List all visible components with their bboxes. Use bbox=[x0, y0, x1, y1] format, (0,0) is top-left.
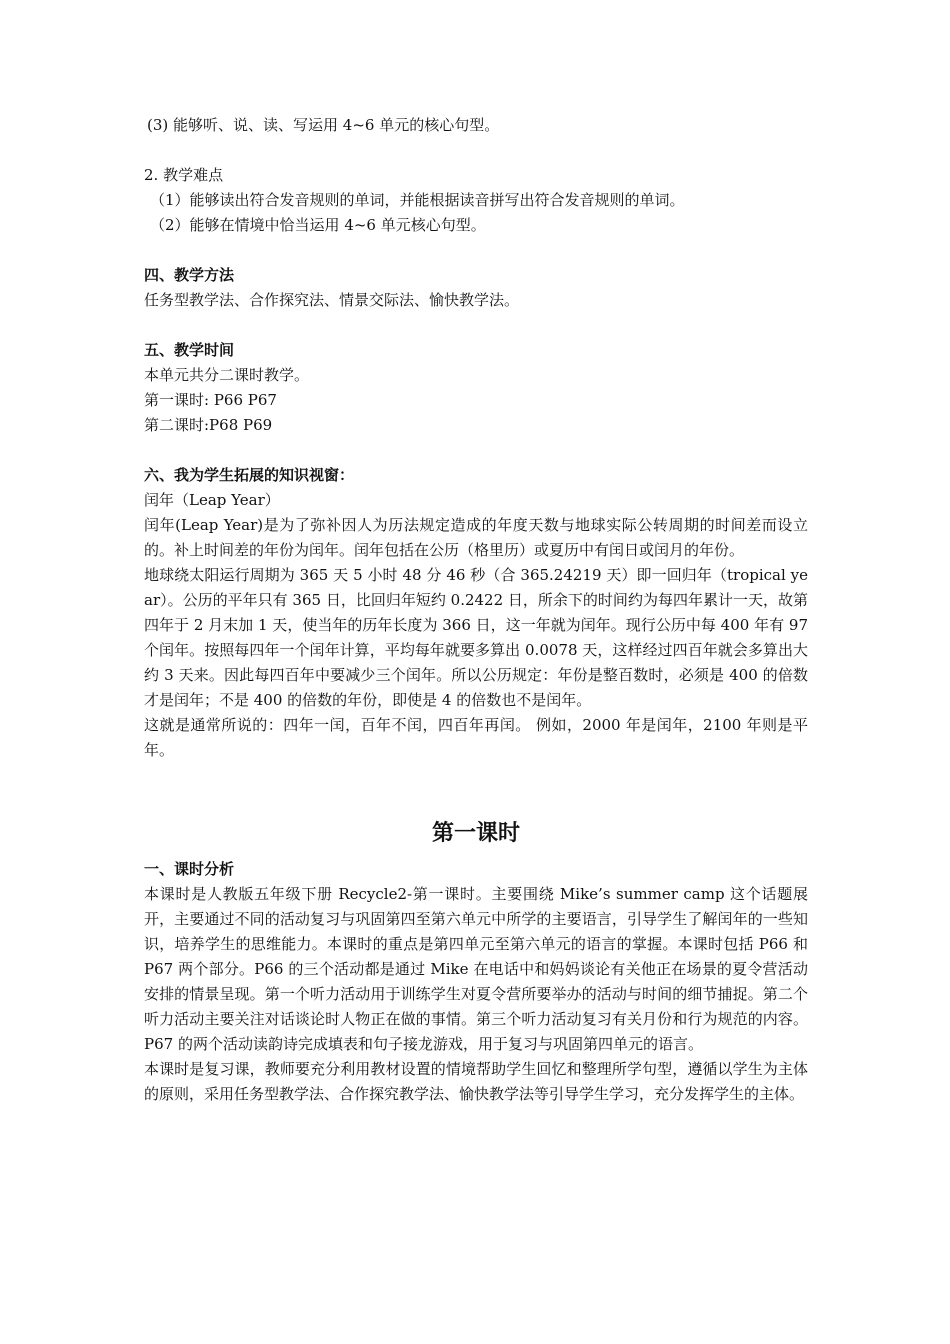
knowledge-paragraph-2: 地球绕太阳运行周期为 365 天 5 小时 48 分 46 秒（合 365.24219 天）即一回归年（tropical year）。公历的平年只有 365 日，比回归年短约 0.2422 日，所余下的时间约为每四年累计一天，故第四年于 2 月末加 1 天，使当年的历年长度为 366 日，这一年就为闰年。现行公历中每 400 年有 97 个闰年。按照每四年一个闰年计算，平均每年就要多算出 0.0078 天，这样经过四百年就会多算出大约 3 天来。因此每四百年中要减少三个闰年。所以公历规定：年份是整百数时，必须是 400 的倍数才是闰年；不是 400 的倍数的年份，即使是 4 的倍数也不是闰年。 bbox=[144, 566, 808, 709]
knowledge-subtitle: 闰年（Leap Year） bbox=[144, 491, 280, 509]
methods-heading: 四、教学方法 bbox=[144, 266, 235, 284]
methods-text: 任务型教学法、合作探究法、情景交际法、愉快教学法。 bbox=[144, 291, 520, 309]
objective-item-3: (3) 能够听、说、读、写运用 4~6 单元的核心句型。 bbox=[147, 116, 500, 134]
knowledge-paragraph-3: 这就是通常所说的：四年一闰，百年不闰，四百年再闰。 例如，2000 年是闰年，2100 年则是平年。 bbox=[144, 716, 808, 759]
time-line-1: 本单元共分二课时教学。 bbox=[144, 366, 310, 384]
time-line-3: 第二课时:P68 P69 bbox=[144, 416, 273, 434]
difficulty-item-1: （1）能够读出符合发音规则的单词，并能根据读音拼写出符合发音规则的单词。 bbox=[150, 191, 685, 209]
difficulties-heading: 2. 教学难点 bbox=[144, 166, 224, 184]
analysis-paragraph-2: 本课时是复习课，教师要充分利用教材设置的情境帮助学生回忆和整理所学句型，遵循以学生为主体的原则，采用任务型教学法、合作探究教学法、愉快教学法等引导学生学习，充分发挥学生的主体。 bbox=[144, 1060, 808, 1103]
time-line-2: 第一课时: P66 P67 bbox=[144, 391, 277, 409]
knowledge-heading: 六、我为学生拓展的知识视窗： bbox=[144, 466, 355, 484]
time-heading: 五、教学时间 bbox=[144, 341, 235, 359]
knowledge-paragraph-1: 闰年(Leap Year)是为了弥补因人为历法规定造成的年度天数与地球实际公转周期的时间差而设立的。补上时间差的年份为闰年。闰年包括在公历（格里历）或夏历中有闰日或闰月的年份。 bbox=[144, 516, 808, 559]
document-page bbox=[144, 113, 808, 1107]
lesson-title: 第一课时 bbox=[431, 821, 520, 846]
difficulty-item-2: （2）能够在情境中恰当运用 4~6 单元核心句型。 bbox=[150, 216, 486, 234]
analysis-heading: 一、课时分析 bbox=[144, 860, 235, 878]
analysis-paragraph-1: 本课时是人教版五年级下册 Recycle2-第一课时。主要围绕 Mike’s summer camp 这个话题展开，主要通过不同的活动复习与巩固第四至第六单元中所学的主要语言，引导学生了解闰年的一些知识，培养学生的思维能力。本课时的重点是第四单元至第六单元的语言的掌握。本课时包括 P66 和 P67 两个部分。P66 的三个活动都是通过 Mike 在电话中和妈妈谈论有关他正在场景的夏令营活动安排的情景呈现。第一个听力活动用于训练学生对夏令营所要举办的活动与时间的细节捕捉。第二个听力活动主要关注对话谈论时人物正在做的事情。第三个听力活动复习有关月份和行为规范的内容。P67 的两个活动读韵诗完成填表和句子接龙游戏，用于复习与巩固第四单元的语言。 bbox=[144, 885, 808, 1053]
